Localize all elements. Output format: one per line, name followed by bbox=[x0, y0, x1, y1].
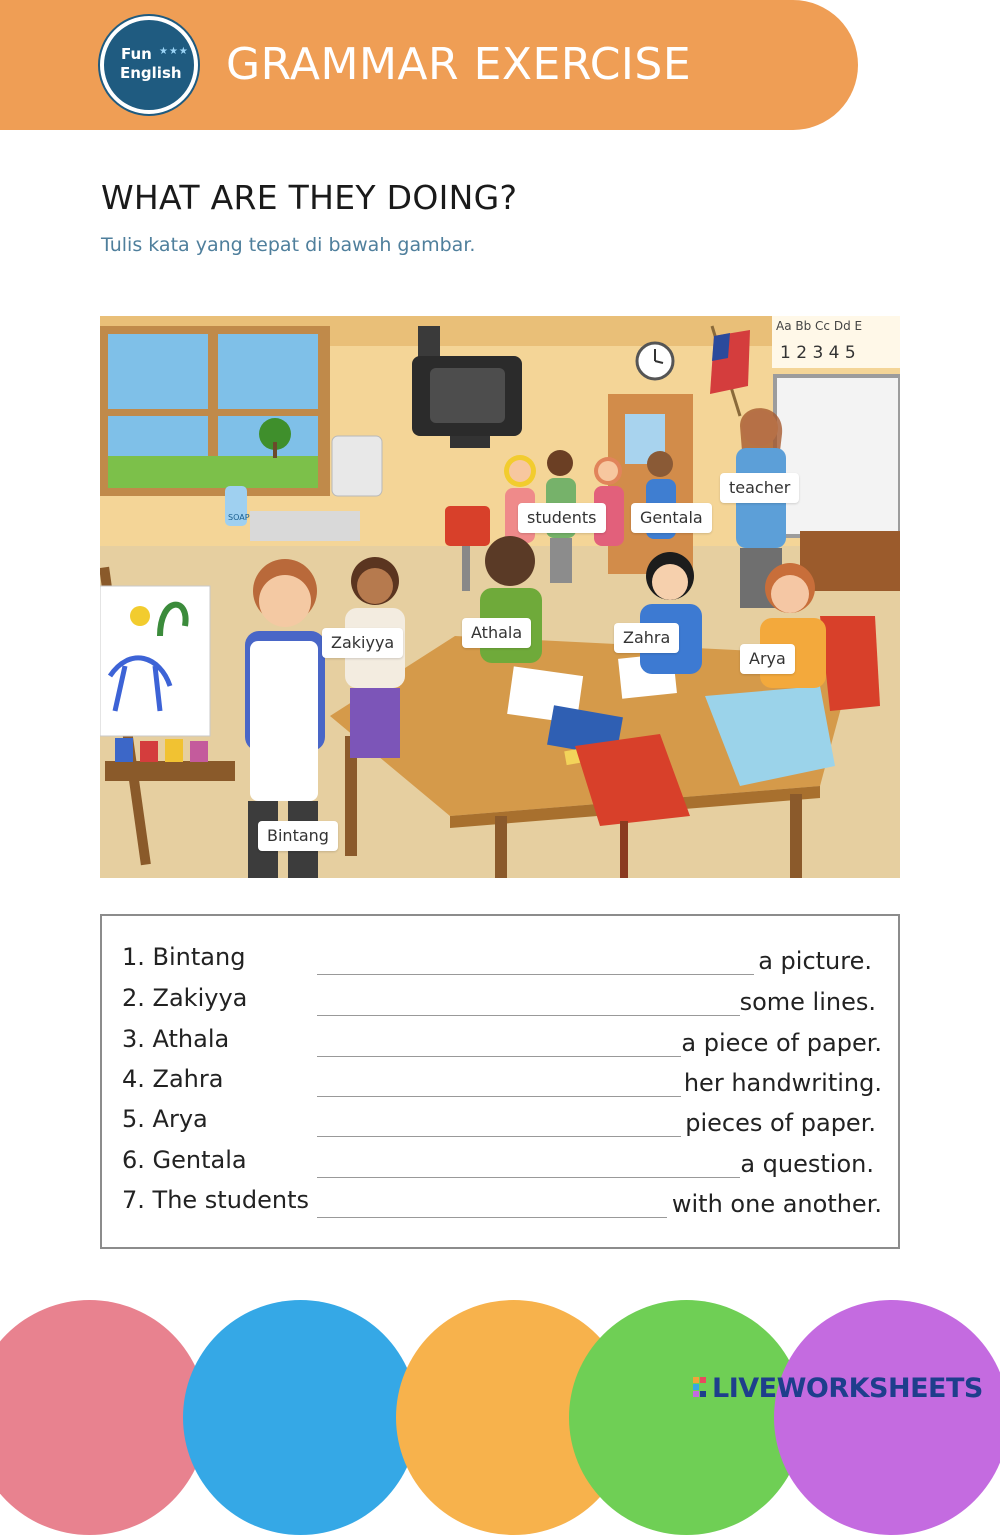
footer-circle-green bbox=[569, 1300, 804, 1535]
svg-text:1 2 3 4 5: 1 2 3 4 5 bbox=[780, 343, 856, 363]
answer-blank[interactable] bbox=[317, 1217, 667, 1218]
exercise-item bbox=[102, 1062, 898, 1102]
item-ending: with one another. bbox=[671, 1190, 882, 1218]
header-banner bbox=[0, 0, 858, 130]
answer-blank[interactable] bbox=[317, 1136, 681, 1137]
exercise-item bbox=[102, 940, 898, 980]
liveworksheets-brand[interactable]: LIVEWORKSHEETS bbox=[712, 1373, 983, 1404]
instruction-text: Tulis kata yang tepat di bawah gambar. bbox=[101, 234, 476, 256]
exercise-item bbox=[102, 1143, 898, 1183]
item-ending: her handwriting. bbox=[683, 1069, 882, 1097]
label-students: students bbox=[518, 503, 606, 533]
item-label: 6. Gentala bbox=[122, 1146, 247, 1174]
item-ending: a piece of paper. bbox=[681, 1029, 882, 1057]
item-label: 3. Athala bbox=[122, 1025, 230, 1053]
page-title: WHAT ARE THEY DOING? bbox=[101, 178, 518, 217]
fun-english-logo bbox=[100, 16, 198, 114]
footer-circle-purple bbox=[774, 1300, 1000, 1535]
answer-blank[interactable] bbox=[317, 1177, 740, 1178]
exercise-item bbox=[102, 1022, 898, 1062]
exercise-item bbox=[102, 1183, 898, 1223]
logo-stars: ★★★ bbox=[159, 46, 189, 57]
label-bintang: Bintang bbox=[258, 821, 338, 851]
item-label: 1. Bintang bbox=[122, 943, 246, 971]
exercise-item bbox=[102, 1102, 898, 1142]
answer-blank[interactable] bbox=[317, 1056, 681, 1057]
label-arya: Arya bbox=[740, 644, 795, 674]
item-ending: pieces of paper. bbox=[685, 1109, 876, 1137]
logo-text-english: English bbox=[120, 64, 182, 82]
label-zakiyya: Zakiyya bbox=[322, 628, 403, 658]
label-gentala: Gentala bbox=[631, 503, 712, 533]
item-ending: a picture. bbox=[758, 947, 872, 975]
svg-text:SOAP: SOAP bbox=[228, 513, 250, 522]
answer-blank[interactable] bbox=[317, 1096, 681, 1097]
label-teacher: teacher bbox=[720, 473, 799, 503]
exercise-item bbox=[102, 981, 898, 1021]
label-athala: Athala bbox=[462, 618, 531, 648]
header-title: GRAMMAR EXERCISE bbox=[226, 39, 692, 90]
footer-circle-pink bbox=[0, 1300, 207, 1535]
item-label: 5. Arya bbox=[122, 1105, 208, 1133]
item-label: 4. Zahra bbox=[122, 1065, 224, 1093]
label-zahra: Zahra bbox=[614, 623, 679, 653]
item-ending: some lines. bbox=[739, 988, 876, 1016]
logo-text-fun: Fun bbox=[121, 45, 152, 63]
svg-text:Aa Bb Cc Dd E: Aa Bb Cc Dd E bbox=[776, 319, 863, 333]
answer-blank[interactable] bbox=[317, 1015, 740, 1016]
item-ending: a question. bbox=[740, 1150, 874, 1178]
item-label: 2. Zakiyya bbox=[122, 984, 248, 1012]
item-label: 7. The students bbox=[122, 1186, 310, 1214]
classroom-illustration bbox=[100, 316, 900, 878]
footer-circle-blue bbox=[183, 1300, 418, 1535]
answer-blank[interactable] bbox=[317, 974, 754, 975]
exercise-box bbox=[100, 914, 900, 1249]
classroom-drawing bbox=[100, 316, 900, 878]
window-icon bbox=[100, 326, 330, 496]
liveworksheets-logo-icon bbox=[693, 1377, 707, 1403]
